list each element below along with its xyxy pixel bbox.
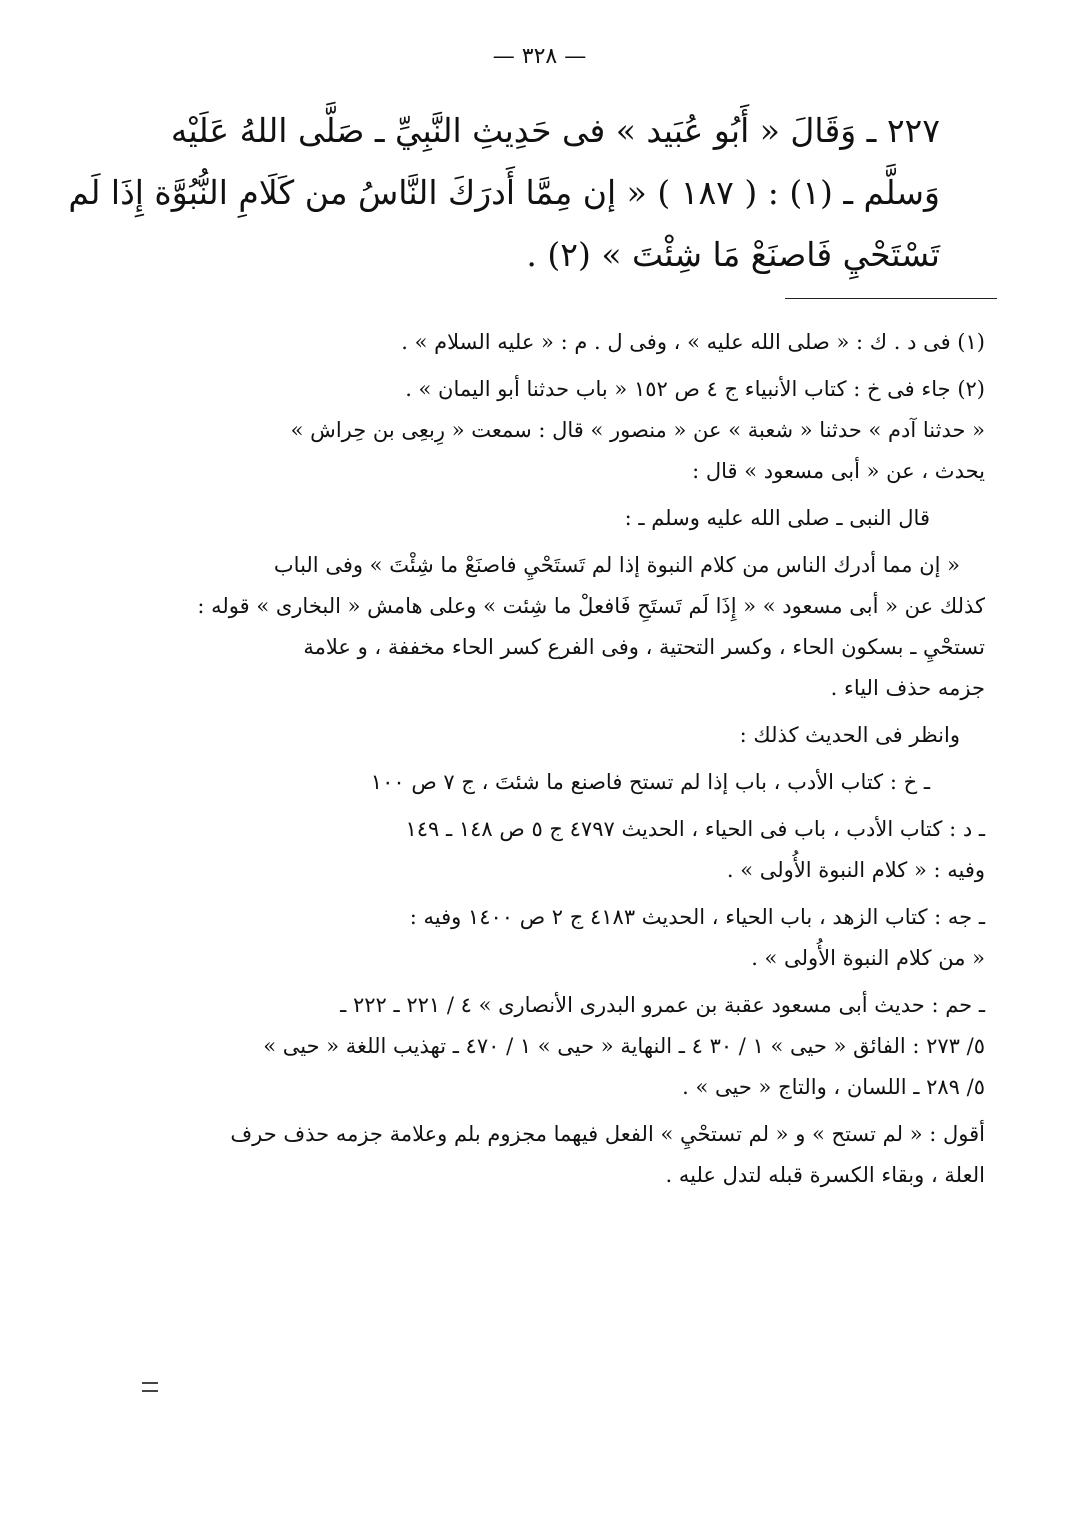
reference-line: ـ د : كتاب الأدب ، باب فى الحياء ، الحديث ٤٧٩٧ ج ٥ ص ١٤٨ ـ ١٤٩ <box>405 817 985 841</box>
commentary-line: أقول : « لم تستح » و « لم تستحْيِ » الفعل فيهما مجزوم بلم وعلامة جزمه حذف حرف <box>230 1122 985 1146</box>
main-text-line: وَسلَّم ـ (١) : ( ١٨٧ ) « إن مِمَّا أَدرَكَ النَّاسُ من كَلَامِ النُّبُوَّة إِذَا لَم <box>68 173 940 212</box>
reference-line: ـ جه : كتاب الزهد ، باب الحياء ، الحديث ٤١٨٣ ج ٢ ص ١٤٠٠ وفيه : <box>409 905 985 929</box>
main-text-line: تَسْتَحْيِ فَاصنَعْ مَا شِئْتَ » (٢) . <box>526 235 940 274</box>
reference-line: وفيه : « كلام النبوة الأُولى » . <box>726 858 985 882</box>
footnote-2: (٢) جاء فى خ : كتاب الأنبياء ج ٤ ص ١٥٢ « باب حدثنا أبو اليمان » . <box>405 377 985 401</box>
footnote-1: (١) فى د . ك : « صلى الله عليه » ، وفى ل . م : « عليه السلام » . <box>401 330 985 354</box>
main-text <box>68 100 940 286</box>
reference-line: ـ حم : حديث أبى مسعود عقبة بن عمرو البدرى الأنصارى » ٤ / ٢٢١ ـ ٢٢٢ ـ <box>340 993 985 1017</box>
footnote-line: تستحْيِ ـ بسكون الحاء ، وكسر التحتية ، وفى الفرع كسر الحاء مخففة ، و علامة <box>303 635 985 659</box>
footnote-line: قال النبى ـ صلى الله عليه وسلم ـ : <box>624 506 930 530</box>
main-text-line: ٢٢٧ ـ وَقَالَ « أَبُو عُبَيد » فى حَدِيثِ النَّبِيِّ ـ صَلَّى اللهُ عَلَيْه <box>170 111 940 150</box>
footnote-line: « إن مما أدرك الناس من كلام النبوة إذا لم تَستَحْيِ فاصنَعْ ما شِئْتَ » وفى الباب <box>273 553 960 577</box>
footnote-line: وانظر فى الحديث كذلك : <box>739 723 960 747</box>
footnote-separator <box>785 298 997 299</box>
reference-line: ـ خ : كتاب الأدب ، باب إذا لم تستح فاصنع ما شئتَ ، ج ٧ ص ١٠٠ <box>370 770 930 794</box>
footnote-line: جزمه حذف الياء . <box>830 676 985 700</box>
stray-mark <box>142 1382 158 1392</box>
reference-line: ٥/ ٢٧٣ : الفائق « حيى » ١ / ٣٠ ٤ ـ النهاية « حيى » ١ / ٤٧٠ ـ تهذيب اللغة « حيى » <box>263 1034 985 1058</box>
footnote-line: « حدثنا آدم » حدثنا « شعبة » عن « منصور » قال : سمعت « رِبعِى بن حِراش » <box>290 418 985 442</box>
footnote-line: يحدث ، عن « أبى مسعود » قال : <box>692 459 985 483</box>
commentary-line: العلة ، وبقاء الكسرة قبله لتدل عليه . <box>665 1163 985 1187</box>
page-number: — ٣٢٨ — <box>492 44 587 69</box>
reference-line: « من كلام النبوة الأُولى » . <box>751 946 985 970</box>
reference-line: ٥/ ٢٨٩ ـ اللسان ، والتاج « حيى » . <box>682 1075 985 1099</box>
footnotes <box>145 322 985 1196</box>
footnote-line: كذلك عن « أبى مسعود » « إِذَا لَم تَستَحِ فَافعلْ ما شِئت » وعلى هامش « البخارى » قوله : <box>197 594 985 618</box>
